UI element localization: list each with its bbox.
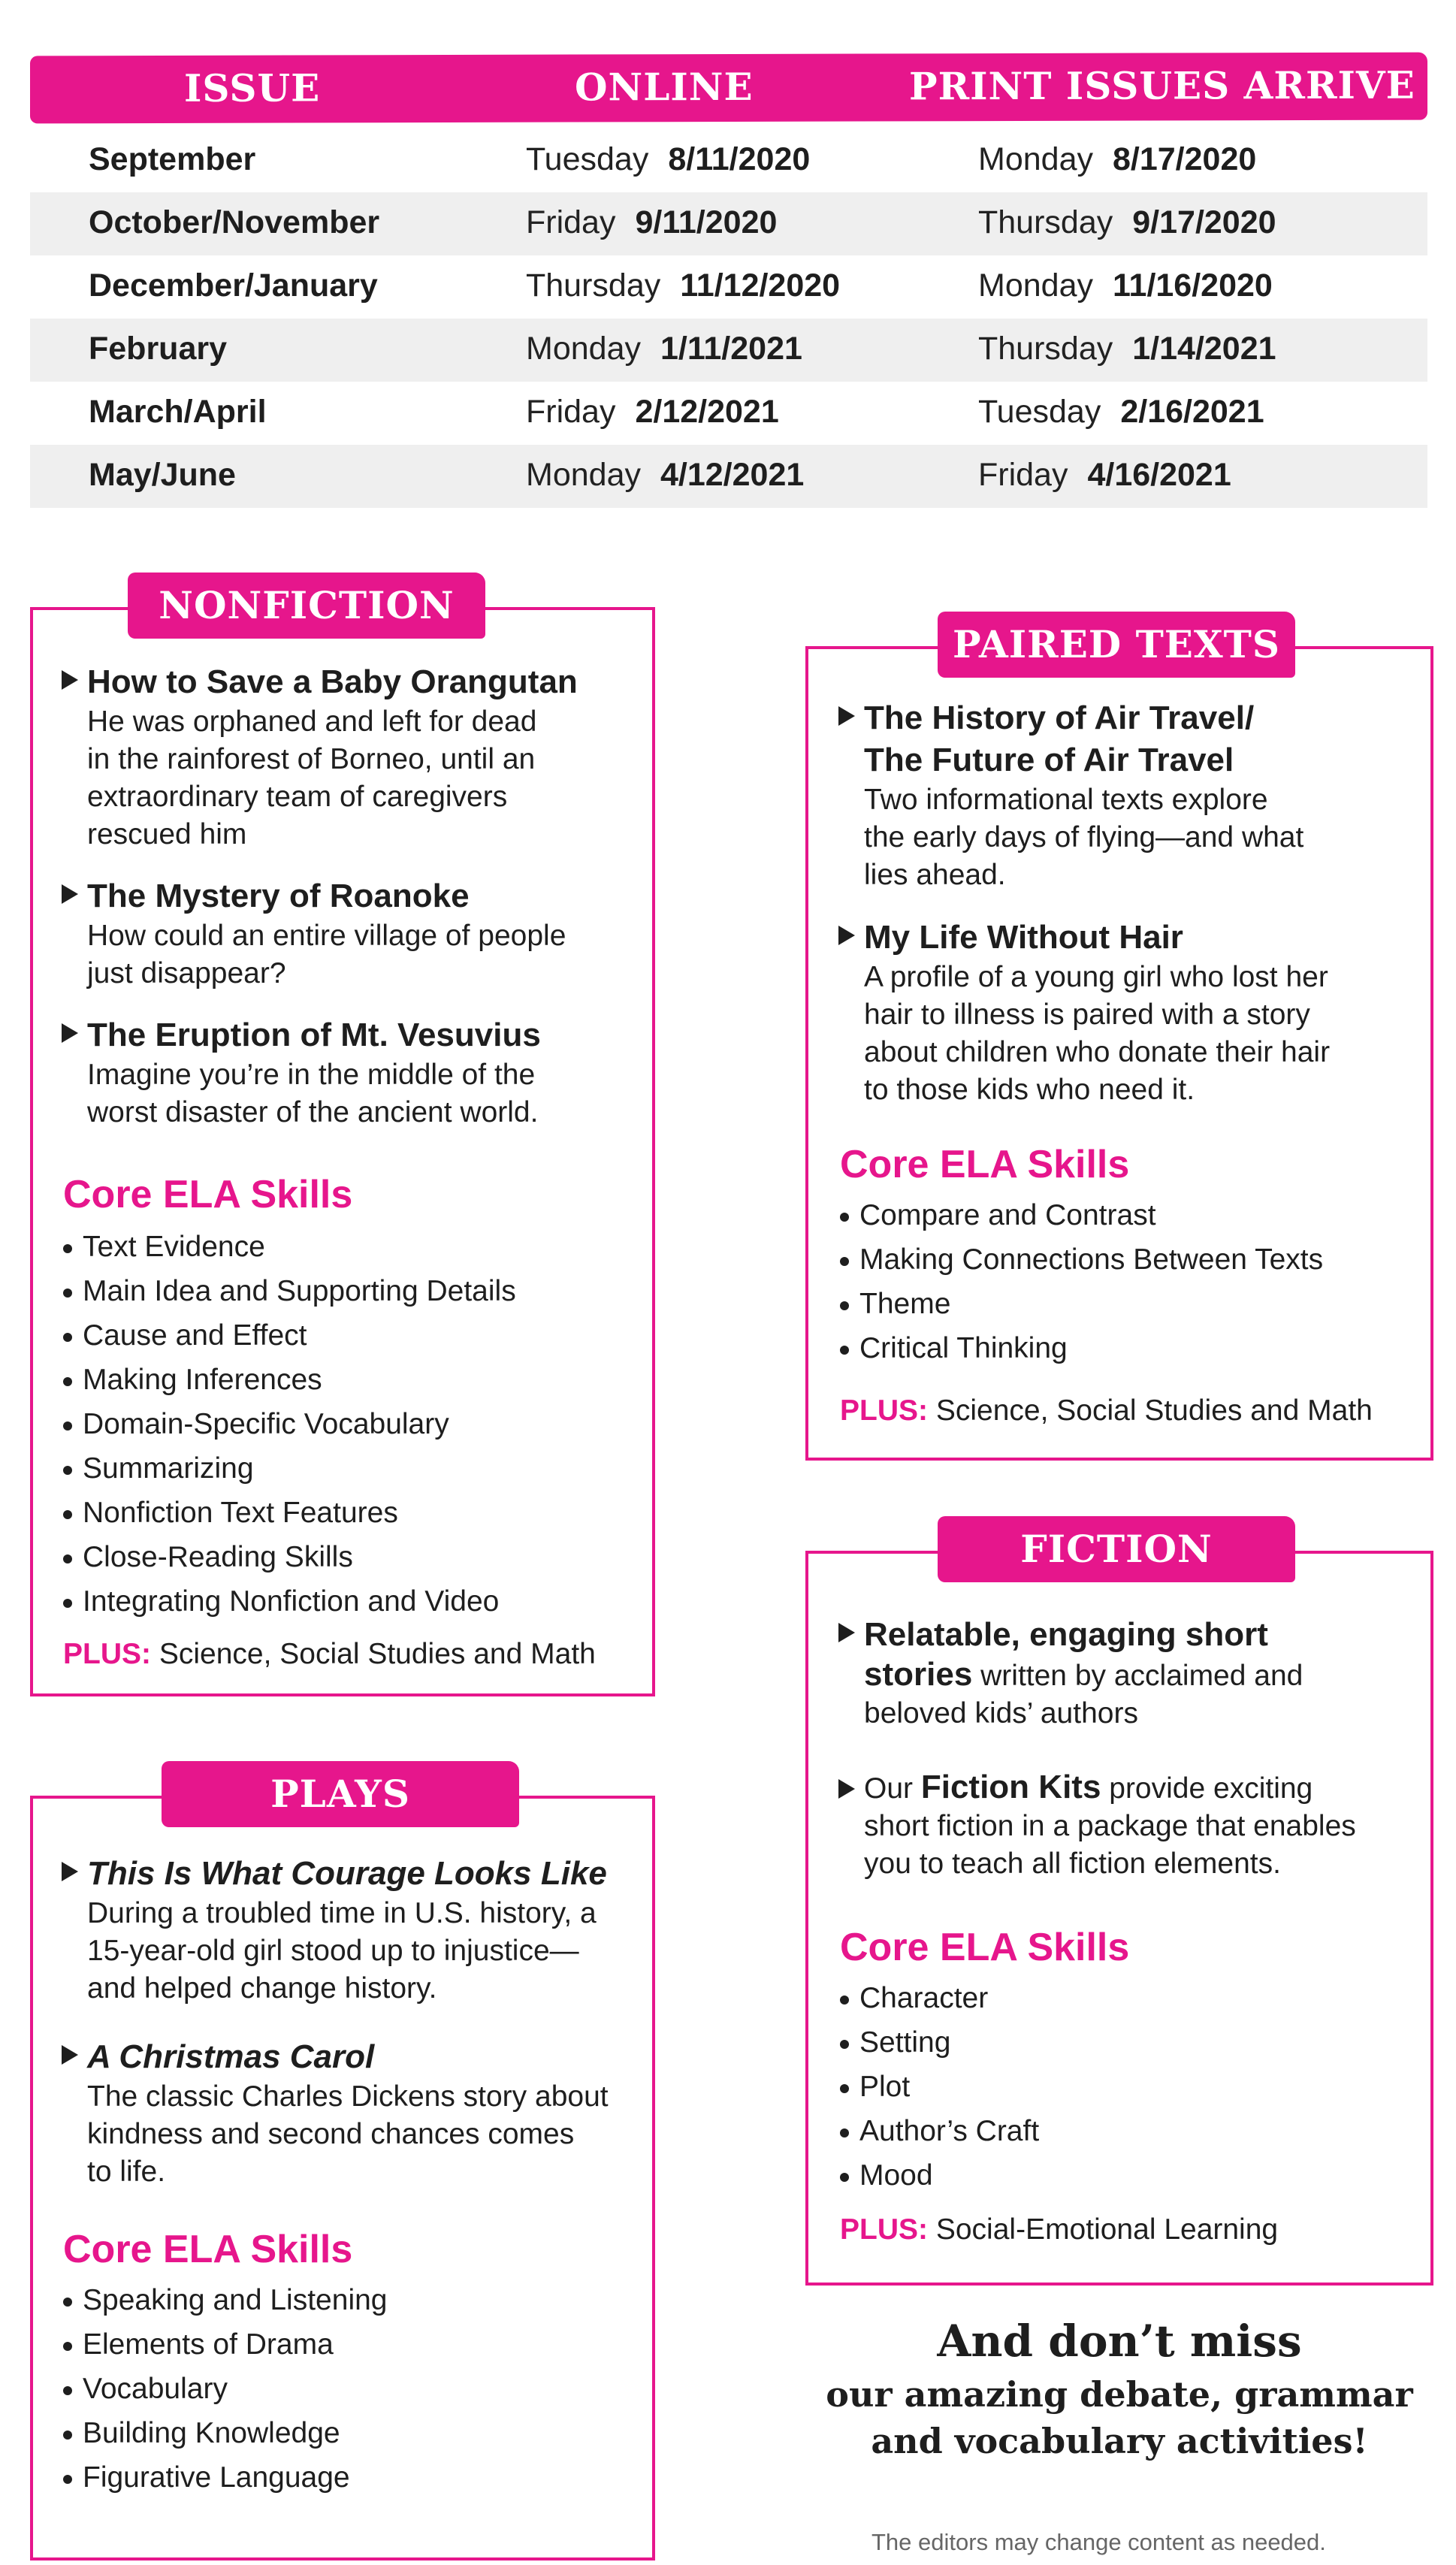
skill-item: Domain-Specific Vocabulary [63,1402,516,1446]
fiction-item [864,1614,1420,1733]
plays-tab: PLAYS [162,1761,519,1827]
nonfiction-item [87,1014,643,1131]
skill-item: Elements of Drama [63,2322,387,2367]
bullet-arrow-icon [838,706,855,726]
skill-item: Setting [840,2020,1039,2065]
skill-item: Text Evidence [63,1225,516,1269]
skill-item: Plot [840,2065,1039,2109]
skills-heading: Core ELA Skills [840,1143,1130,1186]
skill-item: Making Inferences [63,1358,516,1402]
item-title: This Is What Courage Looks Like [87,1853,643,1895]
skills-list [63,1225,516,1624]
header-online: ONLINE [575,64,754,110]
fiction-tab: FICTION [938,1516,1295,1582]
row-issue: February [89,331,228,367]
skill-item: Author’s Craft [840,2109,1039,2153]
bullet-arrow-icon [838,1623,855,1642]
schedule-row [30,445,1427,508]
row-issue: May/June [89,457,236,493]
item-title: The Eruption of Mt. Vesuvius [87,1014,643,1056]
paired-item [864,697,1420,894]
item-description: Two informational texts explore the early days of flying—and what lies ahead. [864,784,1304,891]
skill-item: Compare and Contrast [840,1193,1323,1237]
closing-line: and vocabulary activities! [871,2421,1368,2461]
schedule-row [30,382,1427,445]
nonfiction-item [87,661,643,853]
row-issue: December/January [89,267,378,304]
skill-item: Mood [840,2153,1039,2198]
row-online: Tuesday 8/11/2020 [526,141,811,177]
row-print: Monday 8/17/2020 [978,141,1257,177]
closing-headline: And don’t miss [937,2316,1302,2367]
bullet-arrow-icon [62,2045,78,2065]
item-title: A Christmas Carol [87,2036,643,2078]
plays-item [87,1853,643,2008]
skill-item: Character [840,1976,1039,2020]
row-issue: September [89,141,256,177]
skill-item: Nonfiction Text Features [63,1491,516,1535]
skill-item: Close-Reading Skills [63,1535,516,1579]
row-online: Monday 1/11/2021 [526,331,802,367]
skill-item: Figurative Language [63,2455,387,2500]
item-title: Relatable, engaging short [864,1614,1420,1656]
schedule-row [30,192,1427,255]
header-print: PRINT ISSUES ARRIVE [909,62,1415,109]
row-online: Friday 9/11/2020 [526,204,778,240]
row-print: Thursday 9/17/2020 [978,204,1276,240]
schedule-row [30,129,1427,192]
skills-list [63,2278,387,2500]
plus-note: PLUS: Social-Emotional Learning [840,2213,1279,2246]
bullet-arrow-icon [838,926,855,945]
skill-item: Critical Thinking [840,1326,1323,1370]
skill-item: Vocabulary [63,2367,387,2411]
paired-item [864,917,1420,1109]
item-description: Our Fiction Kits provide exciting short fiction in a package that enables you to teach all fiction elements. [864,1769,1420,1883]
row-print: Friday 4/16/2021 [978,457,1231,493]
schedule-row [30,319,1427,382]
bullet-arrow-icon [62,884,78,904]
item-description: During a troubled time in U.S. history, a 15-year-old girl stood up to injustice— and helped change history. [87,1897,597,2005]
closing-line: our amazing debate, grammar [826,2374,1413,2415]
skill-item: Speaking and Listening [63,2278,387,2322]
skill-item: Theme [840,1282,1323,1326]
fiction-item [864,1769,1420,1883]
item-title: The History of Air Travel/ The Future of Air Travel [864,697,1420,781]
schedule-row [30,255,1427,319]
skill-item: Cause and Effect [63,1313,516,1358]
item-description: How could an entire village of people just disappear? [87,920,566,989]
nonfiction-item [87,875,643,992]
bullet-arrow-icon [62,1862,78,1881]
bullet-arrow-icon [62,1023,78,1043]
header-issue: ISSUE [184,65,321,110]
item-description: Imagine you’re in the middle of the worst disaster of the ancient world. [87,1059,539,1128]
item-title: My Life Without Hair [864,917,1420,959]
plus-note: PLUS: Science, Social Studies and Math [63,1638,596,1670]
plays-item [87,2036,643,2191]
item-description: The classic Charles Dickens story about kindness and second chances comes to life. [87,2080,609,2188]
paired-texts-tab: PAIRED TEXTS [938,612,1295,678]
bullet-arrow-icon [62,670,78,690]
schedule-header [30,53,1427,124]
skills-list [840,1976,1039,2198]
row-print: Monday 11/16/2020 [978,267,1273,304]
skills-list [840,1193,1323,1370]
item-description: A profile of a young girl who lost her hair to illness is paired with a story about children who donate their hair to those kids who need it. [864,961,1331,1106]
skill-item: Making Connections Between Texts [840,1237,1323,1282]
skills-heading: Core ELA Skills [63,2228,353,2271]
row-online: Friday 2/12/2021 [526,394,779,430]
row-print: Tuesday 2/16/2021 [978,394,1264,430]
skill-item: Main Idea and Supporting Details [63,1269,516,1313]
row-issue: October/November [89,204,380,240]
row-issue: March/April [89,394,267,430]
item-title: How to Save a Baby Orangutan [87,661,643,703]
bullet-arrow-icon [838,1779,855,1799]
item-title: The Mystery of Roanoke [87,875,643,917]
item-description: He was orphaned and left for dead in the rainforest of Borneo, until an extraordinary team of caregivers rescued him [87,705,537,850]
skill-item: Building Knowledge [63,2411,387,2455]
item-description: stories written by acclaimed and beloved kids’ authors [864,1656,1303,1730]
row-print: Thursday 1/14/2021 [978,331,1276,367]
skill-item: Integrating Nonfiction and Video [63,1579,516,1624]
skill-item: Summarizing [63,1446,516,1491]
row-online: Thursday 11/12/2020 [526,267,841,304]
row-online: Monday 4/12/2021 [526,457,805,493]
skills-heading: Core ELA Skills [63,1173,353,1216]
editor-note: The editors may change content as needed. [871,2529,1326,2555]
plus-note: PLUS: Science, Social Studies and Math [840,1394,1373,1427]
nonfiction-tab: NONFICTION [128,573,485,639]
skills-heading: Core ELA Skills [840,1926,1130,1969]
